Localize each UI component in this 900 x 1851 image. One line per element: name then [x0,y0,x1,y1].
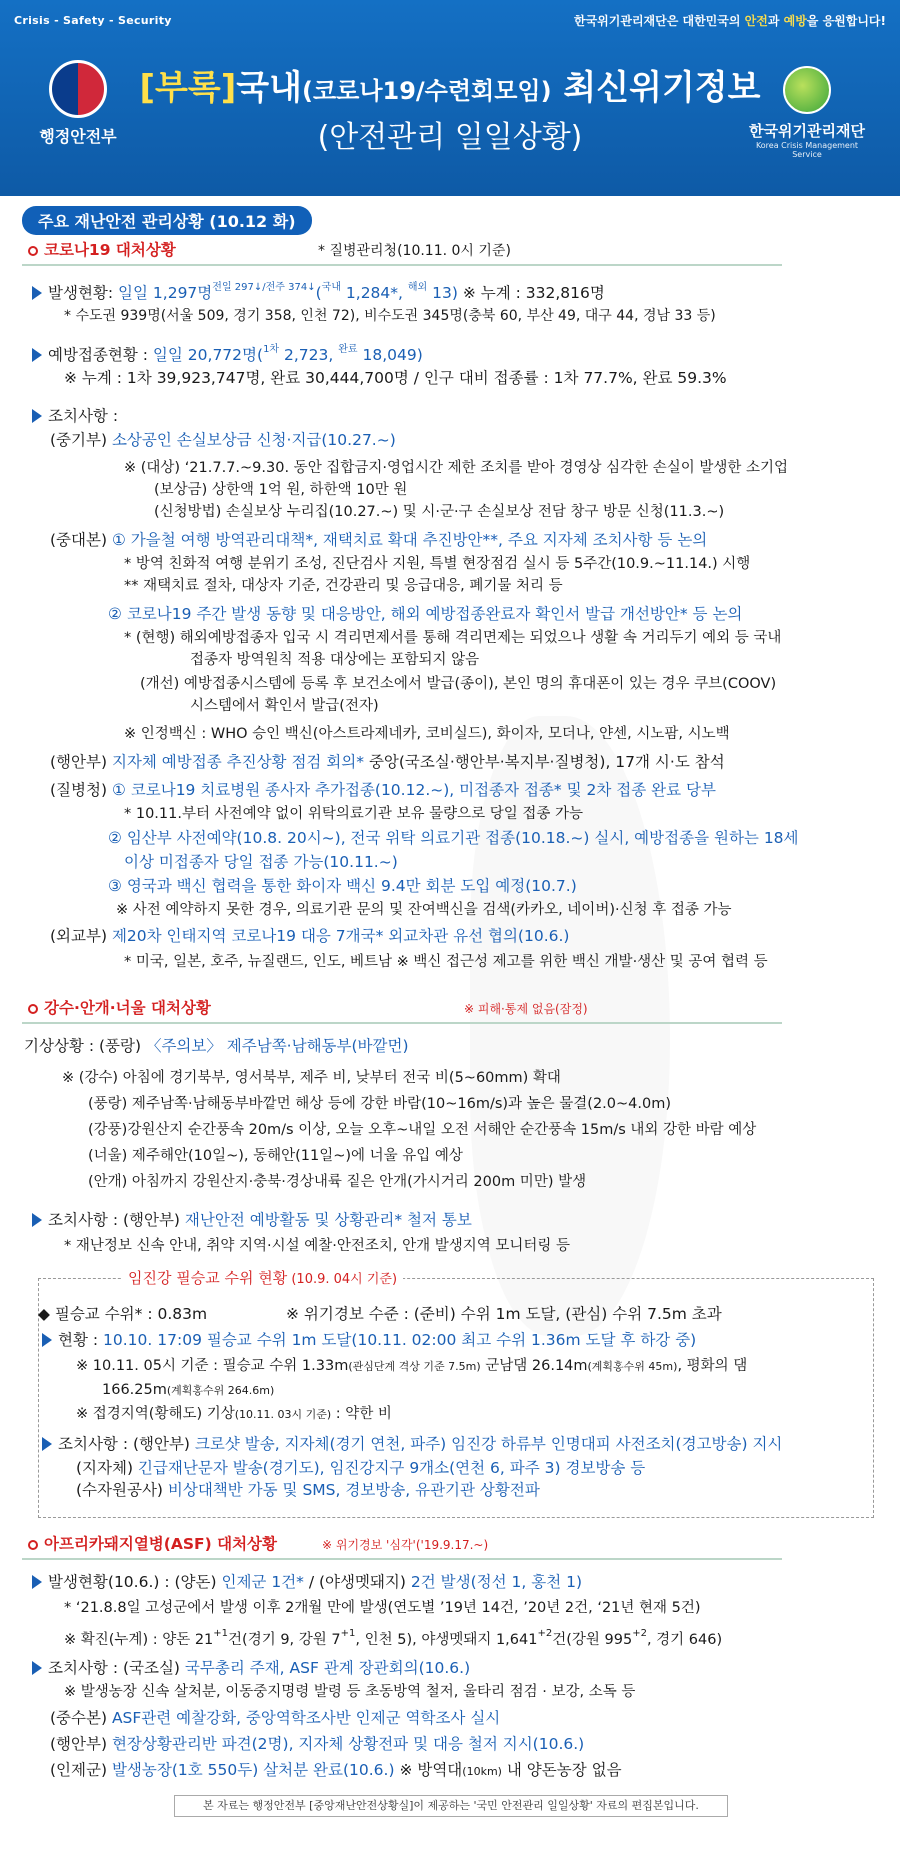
asf-hq: (중수본) ASF관련 예찰강화, 중앙역학조사반 인제군 역학조사 실시 [50,1709,501,1727]
asf-mois: (행안부) 현장상황관리반 파견(2명), 지자체 상황전파 및 대응 철저 지시(10.6.) [50,1735,585,1753]
covid-mofa: (외교부) 제20차 인태지역 코로나19 대응 7개국* 외교차관 유선 협의(10.6.) [50,927,570,945]
covid-approved-vaccines: ※ 인정백신 : WHO 승인 백신(아스트라제네카, 코비실드), 화이자, 모더나, 얀센, 시노팜, 시노백 [124,726,730,742]
covid-kdca-3-note: ※ 사전 예약하지 못한 경우, 의료기관 문의 및 잔여백신을 검색(카카오, 네이버)·신청 후 접종 가능 [116,902,732,918]
covid-kdca-1-note: * 10.11.부터 사전예약 없이 위탁의료기관 보유 물량으로 당일 접종 가능 [124,806,584,822]
imjin-peace-dam: 166.25m(계획홍수위 264.6m) [102,1382,275,1398]
content [0,196,900,1851]
covid-kdca-1: (질병청) ① 코로나19 치료병원 종사자 추가접종(10.12.~), 미접종자 접종* 및 2차 접종 완료 당부 [50,781,716,799]
covid-heading-note: * 질병관리청(10.11. 0시 기준) [318,243,511,259]
tagline-right: 한국위기관리재단은 대한민국의 안전과 예방을 응원합니다! [573,14,886,28]
covid-kdca-3: ③ 영국과 백신 협력을 통한 화이자 백신 9.4만 회분 도입 예정(10.7.) [108,877,577,895]
circle-bullet-icon [28,246,38,256]
page-subtitle: (안전관리 일일상황) [317,120,583,155]
weather-wave: (풍랑) 제주남쪽·남해동부바깥먼 해상 등에 강한 바람(10~16m/s)과 높은 물결(2.0~4.0m) [88,1096,672,1112]
triangle-bullet-icon [42,1437,52,1451]
covid-mss-method: (신청방법) 손실보상 누리집(10.27.~) 및 시·군·구 손실보상 전담 창구 방문 신청(11.3.~) [154,504,725,520]
covid-regional: * 수도권 939명(서울 509, 경기 358, 인천 72), 비수도권 345명(충북 60, 부산 49, 대구 44, 경남 33 등) [64,308,716,324]
imjin-level: ◆ 필승교 수위* : 0.83m [38,1305,208,1323]
covid-cdscht-1-note2: ** 재택치료 절차, 대상자 기준, 건강관리 및 응급대응, 폐기물 처리 등 [124,578,563,594]
covid-cdscht-2-current-cont: 접종자 방역원칙 적용 대상에는 포함되지 않음 [190,652,480,668]
weather-measures: 조치사항 : (행안부) 재난안전 예방활동 및 상황관리* 철저 통보 [32,1210,472,1230]
kcm-emblem-icon [783,66,831,114]
covid-mois: (행안부) 지자체 예방접종 추진상황 점검 회의* 중앙(국조실·행안부·복지부·질병청), 17개 시·도 참석 [50,753,725,771]
asf-occurrence-note: * ‘21.8.8일 고성군에서 발생 이후 2개월 만에 발생(연도별 ’19년 14건, ’20년 2건, ‘21년 현재 5건) [64,1600,701,1616]
imjin-kwater: (수자원공사) 비상대책반 가동 및 SMS, 경보방송, 유관기관 상황전파 [76,1481,540,1499]
diamond-icon: ◆ [38,1305,55,1323]
covid-heading: 코로나19 대처상황 [28,240,176,260]
asf-measures: 조치사항 : (국조실) 국무총리 주재, ASF 관계 장관회의(10.6.) [32,1658,470,1678]
covid-vaccination-total: ※ 누계 : 1차 39,923,747명, 완료 30,444,700명 / 인구 대비 접종률 : 1차 77.7%, 완료 59.3% [64,369,727,387]
imjin-local-gov: (지자체) 긴급재난문자 발송(경기도), 임진강지구 9개소(연천 6, 파주 3) 경보방송 등 [76,1459,646,1477]
tagline-left: Crisis - Safety - Security [14,14,172,27]
covid-measures-label: 조치사항 : [32,406,118,426]
gov-name: 행정안전부 [39,127,117,146]
kcm-name: 한국위기관리재단 [749,122,865,140]
section-divider [22,1558,782,1560]
footer-note: 본 자료는 행정안전부 [중앙재난안전상황실]이 제공하는 '국민 안전관리 일일상황' 자료의 편집본입니다. [174,1795,728,1817]
covid-cdscht-2: ② 코로나19 주간 발생 동향 및 대응방안, 해외 예방접종완료자 확인서 발급 개선방안* 등 논의 [108,605,743,623]
weather-status: 기상상황 : (풍랑) 〈주의보〉 제주남쪽·남해동부(바깥먼) [24,1037,409,1055]
asf-measures-note: ※ 발생농장 신속 살처분, 이동중지명령 발령 등 초동방역 철저, 울타리 점검 · 보강, 소독 등 [64,1684,636,1700]
covid-cdscht-2-improve: (개선) 예방접종시스템에 등록 후 보건소에서 발급(종이), 본인 명의 휴대폰이 있는 경우 쿠브(COOV) [140,676,777,692]
covid-mss-amount: (보상금) 상한액 1억 원, 하한액 10만 원 [154,482,408,498]
weather-measures-note: * 재난정보 신속 안내, 취약 지역·시설 예찰·안전조치, 안개 발생지역 모니터링 등 [64,1238,570,1254]
imjin-border-weather: ※ 접경지역(황해도) 기상(10.11. 03시 기준) : 약한 비 [76,1406,392,1422]
triangle-bullet-icon [42,1333,52,1347]
section-divider [22,1022,782,1024]
circle-bullet-icon [28,1004,38,1014]
section-divider [22,264,782,266]
weather-heading-note: ※ 피해·통제 없음(잠정) [464,1002,588,1016]
covid-kdca-2: ② 임산부 사전예약(10.8. 20시~), 전국 위탁 의료기관 접종(10.18.~) 실시, 예방접종을 원하는 18세 [108,829,799,847]
triangle-bullet-icon [32,348,42,362]
triangle-bullet-icon [32,1661,42,1675]
triangle-bullet-icon [32,409,42,423]
asf-occurrence: 발생현황(10.6.) : (양돈) 인제군 1건* / (야생멧돼지) 2건 발생(정선 1, 홍천 1) [32,1572,582,1592]
asf-inje: (인제군) 발생농장(1호 550두) 살처분 완료(10.6.) ※ 방역대(10km) 내 양돈농장 없음 [50,1761,622,1779]
imjin-measurement: ※ 10.11. 05시 기준 : 필승교 수위 1.33m(관심단계 격상 기준 7.5m) 군남댐 26.14m(계획홍수위 45m), 평화의 댐 [76,1358,748,1374]
weather-wind: (강풍)강원산지 순간풍속 20m/s 이상, 오늘 오후~내일 오전 서해안 순간풍속 15m/s 내외 강한 바람 예상 [88,1122,757,1138]
weather-swell: (너울) 제주해안(10일~), 동해안(11일~)에 너울 유입 예상 [88,1148,463,1164]
covid-cdscht-1: (중대본) ① 가을철 여행 방역관리대책*, 재택치료 확대 추진방안**, 주요 지자체 조치사항 등 논의 [50,531,708,549]
circle-bullet-icon [28,1540,38,1550]
page-title: [부록]국내(코로나19/수련회모임) 최신위기정보 [139,68,761,108]
covid-mss-target: ※ (대상) ‘21.7.7.~9.30. 동안 집합금지·영업시간 제한 조치를 받아 경영상 심각한 손실이 발생한 소기업 [124,460,788,476]
covid-cdscht-1-note1: * 방역 친화적 여행 분위기 조성, 진단검사 지원, 특별 현장점검 실시 등 5주간(10.9.~11.14.) 시행 [124,556,751,572]
covid-kdca-2-cont: 이상 미접종자 당일 접종 가능(10.11.~) [124,853,398,871]
asf-heading-note: ※ 위기경보 '심각'('19.9.17.~) [322,1538,489,1552]
kcm-logo [742,66,872,159]
triangle-bullet-icon [32,1575,42,1589]
section-pill: 주요 재난안전 관리상황 (10.12 화) [22,206,312,235]
triangle-bullet-icon [32,1213,42,1227]
weather-heading: 강수·안개·너울 대처상황 [28,998,211,1018]
imjin-alert-level: ※ 위기경보 수준 : (준비) 수위 1m 도달, (관심) 수위 7.5m 초과 [286,1305,722,1323]
weather-rain: ※ (강수) 아침에 경기북부, 영서북부, 제주 비, 낮부터 전국 비(5~60mm) 확대 [62,1070,561,1086]
header-banner [0,0,900,196]
covid-mss: (중기부) 소상공인 손실보상금 신청·지급(10.27.~) [50,431,396,449]
triangle-bullet-icon [32,286,42,300]
asf-heading: 아프리카돼지열병(ASF) 대처상황 [28,1534,277,1554]
covid-cdscht-2-current: * (현행) 해외예방접종자 입국 시 격리면제서를 통해 격리면제는 되었으나 생활 속 거리두기 예외 등 국내 [124,630,782,646]
imjin-measures: 조치사항 : (행안부) 크로샷 발송, 지자체(경기 연천, 파주) 임진강 하류부 인명대피 사전조치(경고방송) 지시 [42,1434,782,1454]
asf-confirmed-total: ※ 확진(누계) : 양돈 $21^{+1}$건(경기 9, 강원 $7^{+1}$, 인천 5), 야생멧돼지 $1,641^{+2}$건(강원 $995^{+2}$, 경기 646) [64,1628,723,1648]
imjin-title: 임진강 필승교 수위 현황 (10.9. 04시 기준) [122,1268,403,1290]
imjin-status: 현황 : 10.10. 17:09 필승교 수위 1m 도달(10.11. 02:00 최고 수위 1.36m 도달 후 하강 중) [42,1330,696,1350]
weather-fog: (안개) 아침까지 강원산지·충북·경상내륙 짙은 안개(가시거리 200m 미만) 발생 [88,1174,587,1190]
covid-cdscht-2-improve-cont: 시스템에서 확인서 발급(전자) [190,698,379,714]
kcm-eng-name: Korea Crisis Management Service [755,141,859,159]
covid-occurrence: 발생현황: 일일 1,297명$^{전일 297↓/전주 374↓}$($^{국내}$ 1,284*, $^{해외}$ 13) ※ 누계 : 332,816명 [32,278,605,303]
covid-mofa-note: * 미국, 일본, 호주, 뉴질랜드, 인도, 베트남 ※ 백신 접근성 제고를 위한 백신 개발·생산 및 공여 협력 등 [124,954,768,970]
covid-vaccination: 예방접종현황 : 일일 20,772명($^{1차}$ 2,723, $^{완료}$ 18,049) [32,340,423,365]
